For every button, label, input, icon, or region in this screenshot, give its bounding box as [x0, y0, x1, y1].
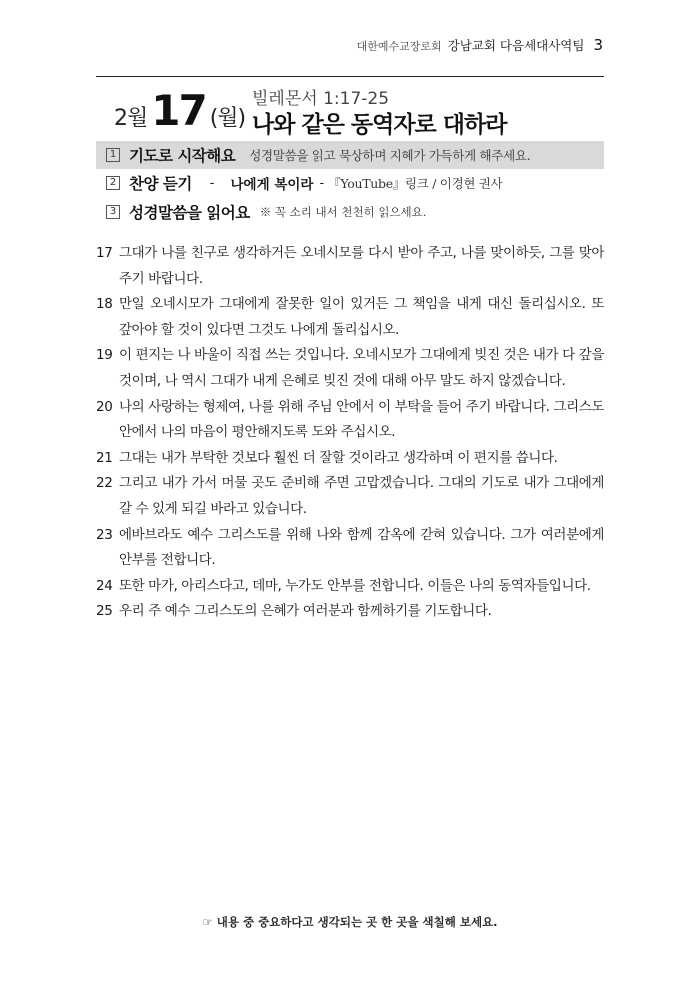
verse	[96, 343, 604, 394]
date-month: 2월	[114, 106, 148, 131]
step-number-box: 3	[106, 205, 120, 219]
pointing-hand-icon: ☞	[202, 915, 213, 929]
passage-title: 나와 같은 동역자로 대하라	[252, 112, 507, 138]
step-worship	[96, 169, 604, 197]
verse	[96, 599, 604, 625]
step-prayer	[96, 141, 604, 169]
page-number: 3	[593, 36, 603, 54]
verse-number: 22	[96, 475, 113, 492]
verse-text: 그리고 내가 가서 머물 곳도 준비해 주면 고맙겠습니다. 그대의 기도로 내가 그대에게 갈 수 있게 되길 바라고 있습니다.	[119, 475, 604, 517]
step-title: 찬양 듣기	[129, 175, 192, 193]
header-org: 대한예수교장로회	[356, 40, 442, 53]
step-number-box: 2	[106, 176, 120, 190]
verse	[96, 446, 604, 472]
verse-number: 20	[96, 398, 113, 415]
verse-number: 25	[96, 603, 113, 620]
verse-text: 우리 주 예수 그리스도의 은혜가 여러분과 함께하기를 기도합니다.	[119, 603, 492, 620]
youtube-link[interactable]: 『YouTube』링크 / 이경현 권사	[328, 176, 503, 191]
verse	[96, 523, 604, 574]
passage-reference: 빌레몬서 1:17-25	[252, 89, 390, 109]
song-title: 나에게 복이라	[230, 177, 314, 193]
verse-text: 만일 오네시모가 그대에게 잘못한 일이 있거든 그 책임을 내게 대신 돌리십시오. 또 갚아야 할 것이 있다면 그것도 나에게 돌리십시오.	[119, 296, 604, 338]
verse-text: 이 편지는 나 바울이 직접 쓰는 것입니다. 오네시모가 그대에게 빚진 것은 내가 다 갚을 것이며, 나 역시 그대가 내게 은혜로 빚진 것에 대해 아무 말도 하지 않겠습니다.	[119, 347, 604, 389]
verse	[96, 292, 604, 343]
date-day: 17	[151, 86, 206, 135]
header-divider	[96, 76, 604, 77]
step-title: 성경말씀을 읽어요	[129, 204, 250, 222]
verse	[96, 471, 604, 522]
header-church: 강남교회 다음세대사역팀	[447, 38, 585, 53]
step-description: 성경말씀을 읽고 묵상하며 지혜가 가득하게 해주세요.	[249, 148, 531, 163]
verse	[96, 241, 604, 292]
verse-number: 24	[96, 577, 113, 594]
step-note: ※ 꼭 소리 내서 천천히 읽으세요.	[259, 205, 427, 219]
verse-number: 23	[96, 526, 113, 543]
verse	[96, 574, 604, 600]
verse-number: 19	[96, 347, 113, 364]
verse-number: 21	[96, 449, 113, 466]
footer-text: 내용 중 중요하다고 생각되는 곳 한 곳을 색칠해 보세요.	[216, 915, 498, 929]
step-reading	[96, 198, 604, 226]
running-header	[357, 36, 603, 54]
song-separator: -	[319, 175, 325, 191]
step-dash: -	[209, 175, 215, 191]
verse	[96, 395, 604, 446]
verse-text: 그대는 내가 부탁한 것보다 훨씬 더 잘할 것이라고 생각하며 이 편지를 씁니다.	[119, 449, 558, 466]
verse-number: 17	[96, 245, 113, 261]
scripture-text	[96, 241, 604, 625]
date-block	[114, 86, 245, 135]
verse-text: 그대가 나를 친구로 생각하거든 오네시모를 다시 받아 주고, 나를 맞이하듯, 그를 맞아 주기 바랍니다.	[119, 245, 604, 287]
verse-text: 에바브라도 예수 그리스도를 위해 나와 함께 감옥에 갇혀 있습니다. 그가 여러분에게 안부를 전합니다.	[119, 526, 604, 569]
step-number-box: 1	[106, 148, 120, 162]
verse-number: 18	[96, 296, 113, 313]
verse-text: 나의 사랑하는 형제여, 나를 위해 주님 안에서 이 부탁을 들어 주기 바랍니다. 그리스도 안에서 나의 마음이 평안해지도록 도와 주십시오.	[119, 398, 604, 441]
verse-text: 또한 마가, 아리스다고, 데마, 누가도 안부를 전합니다. 이들은 나의 동역자들입니다.	[119, 577, 591, 594]
date-weekday: (월)	[209, 106, 246, 131]
step-title: 기도로 시작해요	[129, 147, 236, 165]
footer-instruction	[0, 914, 700, 930]
